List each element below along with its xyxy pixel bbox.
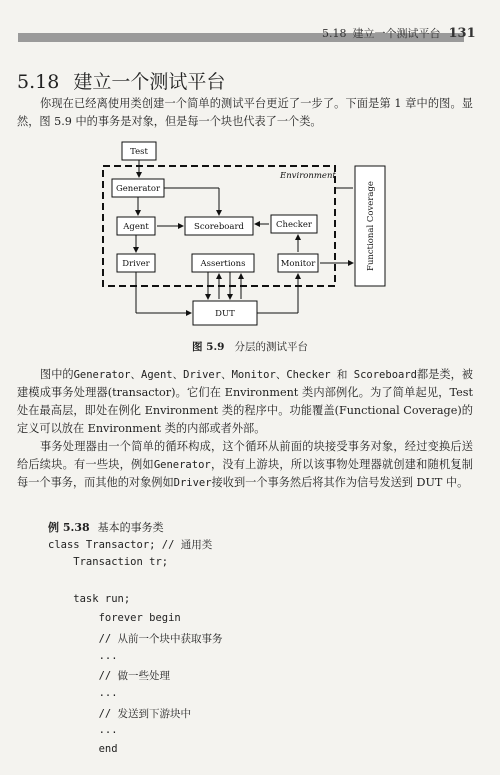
test-label: Test — [130, 147, 148, 157]
transactor-paragraph — [17, 438, 473, 492]
assertions-label: Assertions — [200, 259, 246, 269]
page-number: 131 — [448, 26, 476, 41]
code-line: // 从前一个块中获取事务 — [48, 633, 223, 645]
functional-coverage-label: Functional Coverage — [366, 181, 376, 271]
code-line: end — [48, 743, 118, 755]
example-label: 例 5.38 — [48, 521, 90, 534]
section-number: 5.18 — [17, 71, 60, 93]
example-heading — [48, 519, 164, 535]
intro-paragraph: 你现在已经离使用类创建一个简单的测试平台更近了一步了。下面是第 1 章中的图。显然，图 5.9 中的事务是对象，但是每一个块也代表了一个类。 — [17, 97, 473, 128]
header-section-number: 5.18 — [322, 27, 347, 40]
driver-class-name: Driver — [173, 477, 212, 489]
classes-paragraph — [17, 366, 473, 438]
code-line: task run; — [48, 593, 131, 605]
code-line: // 做一些处理 — [48, 670, 171, 682]
generator-class-name: Generator — [153, 459, 211, 471]
code-line: forever begin — [48, 612, 181, 624]
testbench-diagram — [95, 138, 395, 338]
code-line: ... — [48, 650, 118, 662]
transactor-paragraph-part2: ，没有上游块，所以该事物处理器就创建和随机复制每一个事务，而其他的对象例如 — [17, 458, 473, 489]
section-heading — [17, 67, 225, 94]
agent-label: Agent — [123, 222, 149, 232]
header-title: 建立一个测试平台 — [352, 27, 441, 40]
code-line: ... — [48, 687, 118, 699]
driver-label: Driver — [122, 259, 150, 269]
environment-label: Environment — [280, 171, 336, 181]
figure-caption-label: 图 5.9 — [192, 341, 225, 353]
generator-label: Generator — [115, 184, 161, 194]
section-title: 建立一个测试平台 — [73, 71, 226, 93]
monitor-label: Monitor — [280, 259, 316, 269]
code-line: ... — [48, 724, 118, 736]
classes-paragraph-part2: 都是类，被建模成事务处理器(transactor)。它们在 Environment 类内部例化。为了简单起见，Test 处在最高层，即处在例化 Environment 类的程序中。功能覆盖(Functional Coverage)的定义可以放在 Environment 类的内部或者外部。 — [17, 368, 473, 435]
figure-caption-text: 分层的测试平台 — [234, 341, 308, 353]
code-line: Transaction tr; — [48, 556, 169, 568]
code-line: class Transactor; // 通用类 — [48, 539, 213, 551]
layered-testbench-figure — [95, 138, 395, 338]
code-line: // 发送到下游块中 — [48, 708, 192, 720]
transactor-paragraph-part1: 事务处理器由一个简单的循环构成，这个循环从前面的块接受事务对象，经过变换后送给后续块。有一些块，例如 — [17, 440, 473, 471]
scoreboard-label: Scoreboard — [194, 222, 244, 232]
running-header — [322, 25, 476, 41]
example-title: 基本的事务类 — [97, 521, 164, 534]
classes-paragraph-part1: 图中的 — [40, 368, 74, 381]
transactor-paragraph-part3: 接收到一个事务然后将其作为信号发送到 DUT 中。 — [211, 476, 469, 489]
dut-label: DUT — [215, 309, 235, 319]
figure-caption — [0, 339, 500, 354]
checker-label: Checker — [275, 220, 313, 230]
transactor-class-names: Generator、Agent、Driver、Monitor、Checker 和 Scoreboard — [73, 369, 417, 381]
